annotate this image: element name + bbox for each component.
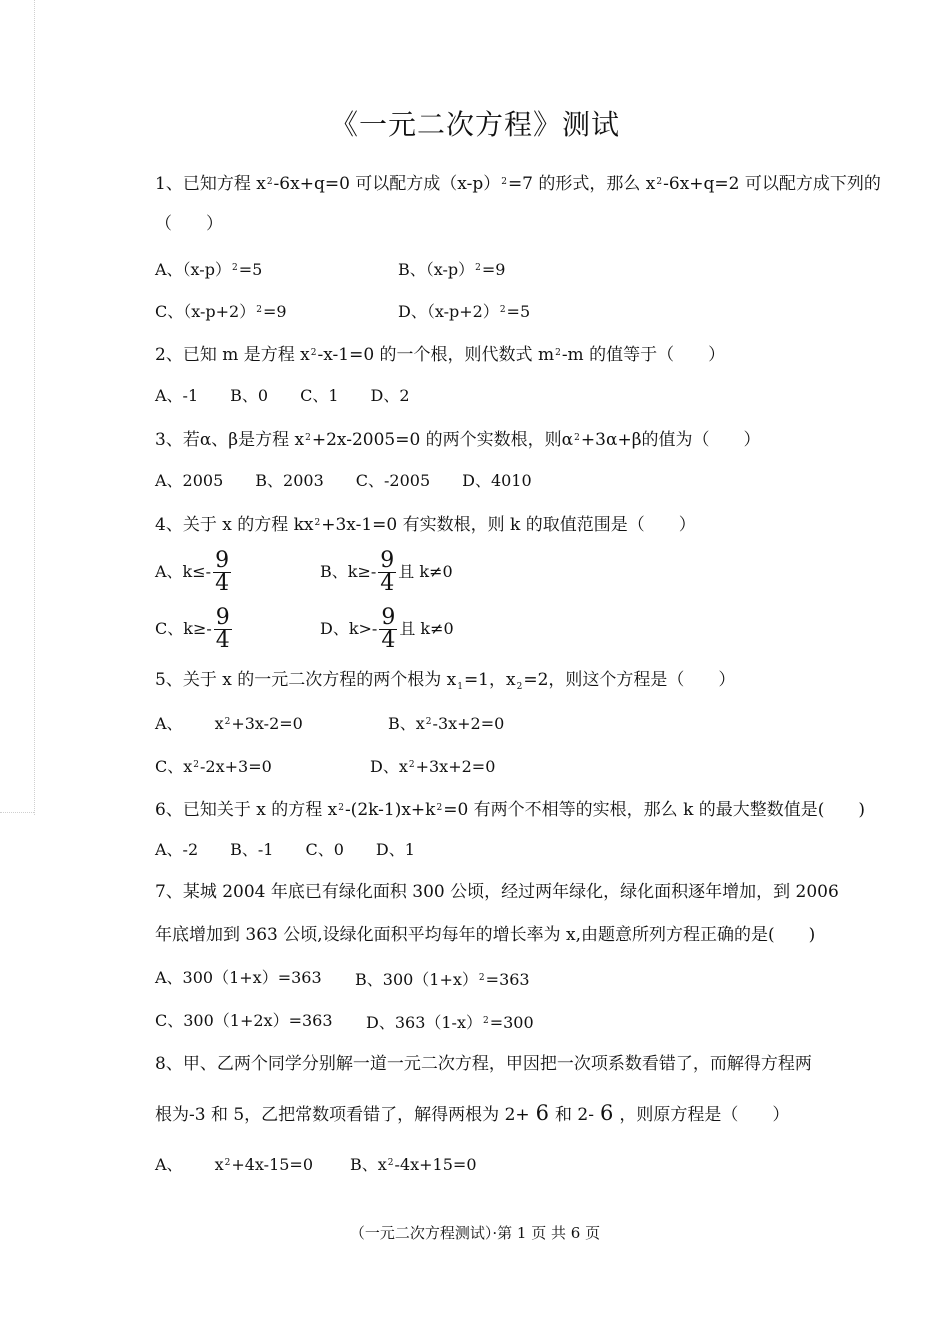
question-8-option-b: B、$x^2-4x+15=0$ <box>350 1155 477 1174</box>
fraction-nine-fourths: $\frac{9}{4}$ <box>215 605 230 653</box>
question-2-options: A、-1 B、0 C、1 D、2 <box>155 386 410 405</box>
question-7-option-b: B、$300(1+x)^2=363$ <box>355 970 530 989</box>
page-title: 《一元二次方程》测试 <box>329 108 620 141</box>
question-5-option-d: D、$x^2+3x+2=0$ <box>370 757 496 776</box>
question-5-option-b: B、$x^2-3x+2=0$ <box>388 714 505 733</box>
question-7-option-a: A、300（1+x）=363 <box>155 968 322 987</box>
question-1-answer-paren: （ ） <box>155 214 223 234</box>
question-1-option-b: B、$(x-p)^2=9$ <box>398 260 506 279</box>
question-1-option-a: A、$(x-p)^2=5$ <box>155 260 263 279</box>
question-4-option-c: C、k≥- $\frac{9}{4}$ <box>155 605 230 653</box>
question-4-stem: 4、关于 x 的方程 $kx^2+3x-1=0$ 有实数根，则 k 的取值范围是（ ） <box>155 515 696 535</box>
question-5-stem: 5、关于 x 的一元二次方程的两个根为 $x_1=1$，$x_2=2$，则这个方程是（ ） <box>155 670 736 692</box>
question-8-stem-line-1: 8、甲、乙两个同学分别解一道一元二次方程，甲因把一次项系数看错了，而解得方程两 <box>155 1054 812 1074</box>
question-3-stem: 3、若α、β是方程 $x^2+2x-2005=0$ 的两个实数根，则$\alpha^2+3\alpha+\beta$的值为（ ） <box>155 430 761 450</box>
question-7-stem-line-1: 7、某城 2004 年底已有绿化面积 300 公顷，经过两年绿化，绿化面积逐年增加，到 2006 <box>155 882 839 902</box>
question-4-option-b: B、k≥- $\frac{9}{4}$ 且 k≠0 <box>320 548 453 596</box>
question-1-stem: 1、已知方程 $x^2-6x+q=0$ 可以配方成$(x-p)^2=7$ 的形式，那么 $x^2-6x+q=2$ 可以配方成下列的 <box>155 174 881 194</box>
question-5-option-a: A、 $x^2+3x-2=0$ <box>155 714 303 733</box>
fraction-nine-fourths: $\frac{9}{4}$ <box>215 548 230 596</box>
question-1-option-d: D、$(x-p+2)^2=5$ <box>398 302 531 321</box>
question-8-option-a: A、 $x^2+4x-15=0$ <box>155 1155 314 1174</box>
question-7-stem-line-2: 年底增加到 363 公顷,设绿化面积平均每年的增长率为 x,由题意所列方程正确的是( ) <box>155 925 816 945</box>
question-3-options: A、2005 B、2003 C、-2005 D、4010 <box>155 471 532 490</box>
page-footer: （一元二次方程测试）·第 1 页 共 6 页 <box>349 1224 601 1242</box>
question-4-option-d: D、k>- $\frac{9}{4}$ 且 k≠0 <box>320 605 454 653</box>
question-8-stem-line-2: 根为-3 和 5，乙把常数项看错了，解得两根为 2+ 6 和 2- 6 ，则原方程是（ ） <box>155 1101 790 1125</box>
question-7-option-d: D、$363(1-x)^2=300$ <box>366 1013 534 1032</box>
fraction-nine-fourths: $\frac{9}{4}$ <box>380 548 395 596</box>
question-6-stem: 6、已知关于 x 的方程 $x^2-(2k-1)x+k^2=0$ 有两个不相等的实根，那么 k 的最大整数值是( ) <box>155 800 866 820</box>
question-2-stem: 2、已知 m 是方程 $x^2-x-1=0$ 的一个根，则代数式 $m^2-m$ 的值等于（ ） <box>155 345 726 365</box>
question-1-option-c: C、$(x-p+2)^2=9$ <box>155 302 287 321</box>
question-4-option-a: A、k≤- $\frac{9}{4}$ <box>155 548 230 596</box>
margin-guide-tick <box>0 812 34 813</box>
question-5-option-c: C、$x^2-2x+3=0$ <box>155 757 272 776</box>
question-7-option-c: C、300（1+2x）=363 <box>155 1011 333 1030</box>
question-6-options: A、-2 B、-1 C、0 D、1 <box>155 840 415 859</box>
fraction-nine-fourths: $\frac{9}{4}$ <box>381 605 396 653</box>
